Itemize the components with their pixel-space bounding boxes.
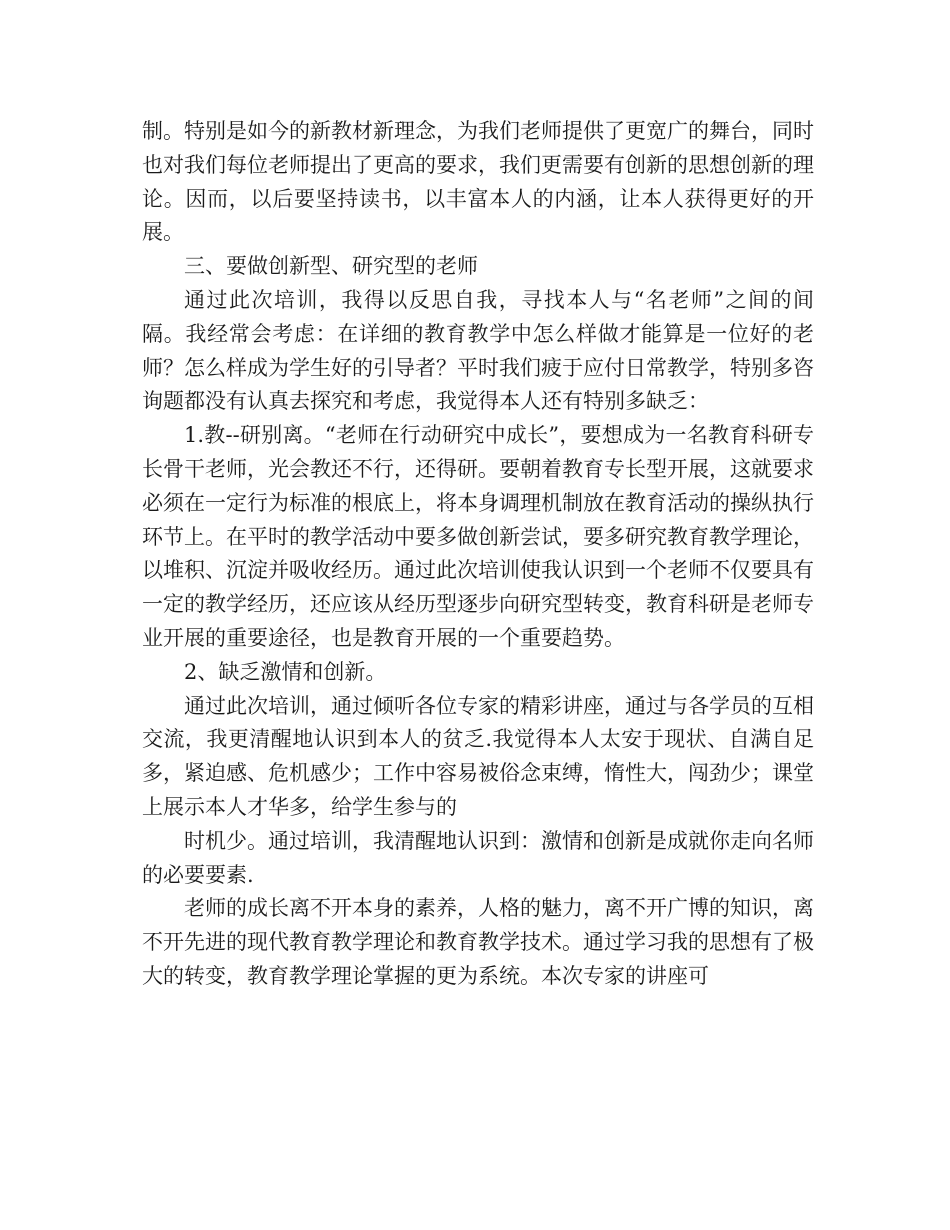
paragraph-training-exchange: 通过此次培训，通过倾听各位专家的精彩讲座，通过与各学员的互相交流，我更清醒地认识到本人的贫乏.我觉得本人太安于现状、自满自足多，紧迫感、危机感少；工作中容易被俗念束缚，惰性大，闯劲少；课堂上展示本人才华多，给学生参与的 (142, 693, 814, 819)
paragraph-reflection: 通过此次培训，我得以反思自我，寻找本人与“名老师”之间的间隔。我经常会考虑：在详细的教育教学中怎么样做才能算是一位好的老师？怎么样成为学生好的引导者？平时我们疲于应付日常教学，特别多咨询题都没有认真去探究和考虑，我觉得本人还有特别多缺乏： (142, 287, 814, 414)
paragraph-opportunity: 时机少。通过培训，我清醒地认识到：激情和创新是成就你走向名师的必要要素. (142, 828, 814, 887)
paragraph-point-2-heading: 2、缺乏激情和创新。 (184, 659, 387, 684)
paragraph-teacher-growth: 老师的成长离不开本身的素养，人格的魅力，离不开广博的知识，离不开先进的现代教育教学理论和教育教学技术。通过学习我的思想有了极大的转变，教育教学理论掌握的更为系统。本次专家的讲座可 (142, 896, 814, 988)
paragraph-point-1: 1.教--研别离。“老师在行动研究中成长”，要想成为一名教育科研专长骨干老师，光会教还不行，还得研。要朝着教育专长型开展，这就要求必须在一定行为标准的根底上，将本身调理机制放在教育活动的操纵执行环节上。在平时的教学活动中要多做创新尝试，要多研究教育教学理论，以堆积、沉淀并吸收经历。通过此次培训使我认识到一个老师不仅要具有一定的教学经历，还应该从经历型逐步向研究型转变，教育科研是老师专业开展的重要途径，也是教育开展的一个重要趋势。 (142, 423, 814, 650)
section-heading-3: 三、要做创新型、研究型的老师 (184, 254, 478, 279)
paragraph-continuation: 制。特别是如今的新教材新理念，为我们老师提供了更宽广的舞台，同时也对我们每位老师提出了更高的要求，我们更需要有创新的思想创新的理论。因而，以后要坚持读书，以丰富本人的内涵，让本人获得更好的开展。 (142, 119, 814, 245)
document-page (142, 115, 814, 994)
